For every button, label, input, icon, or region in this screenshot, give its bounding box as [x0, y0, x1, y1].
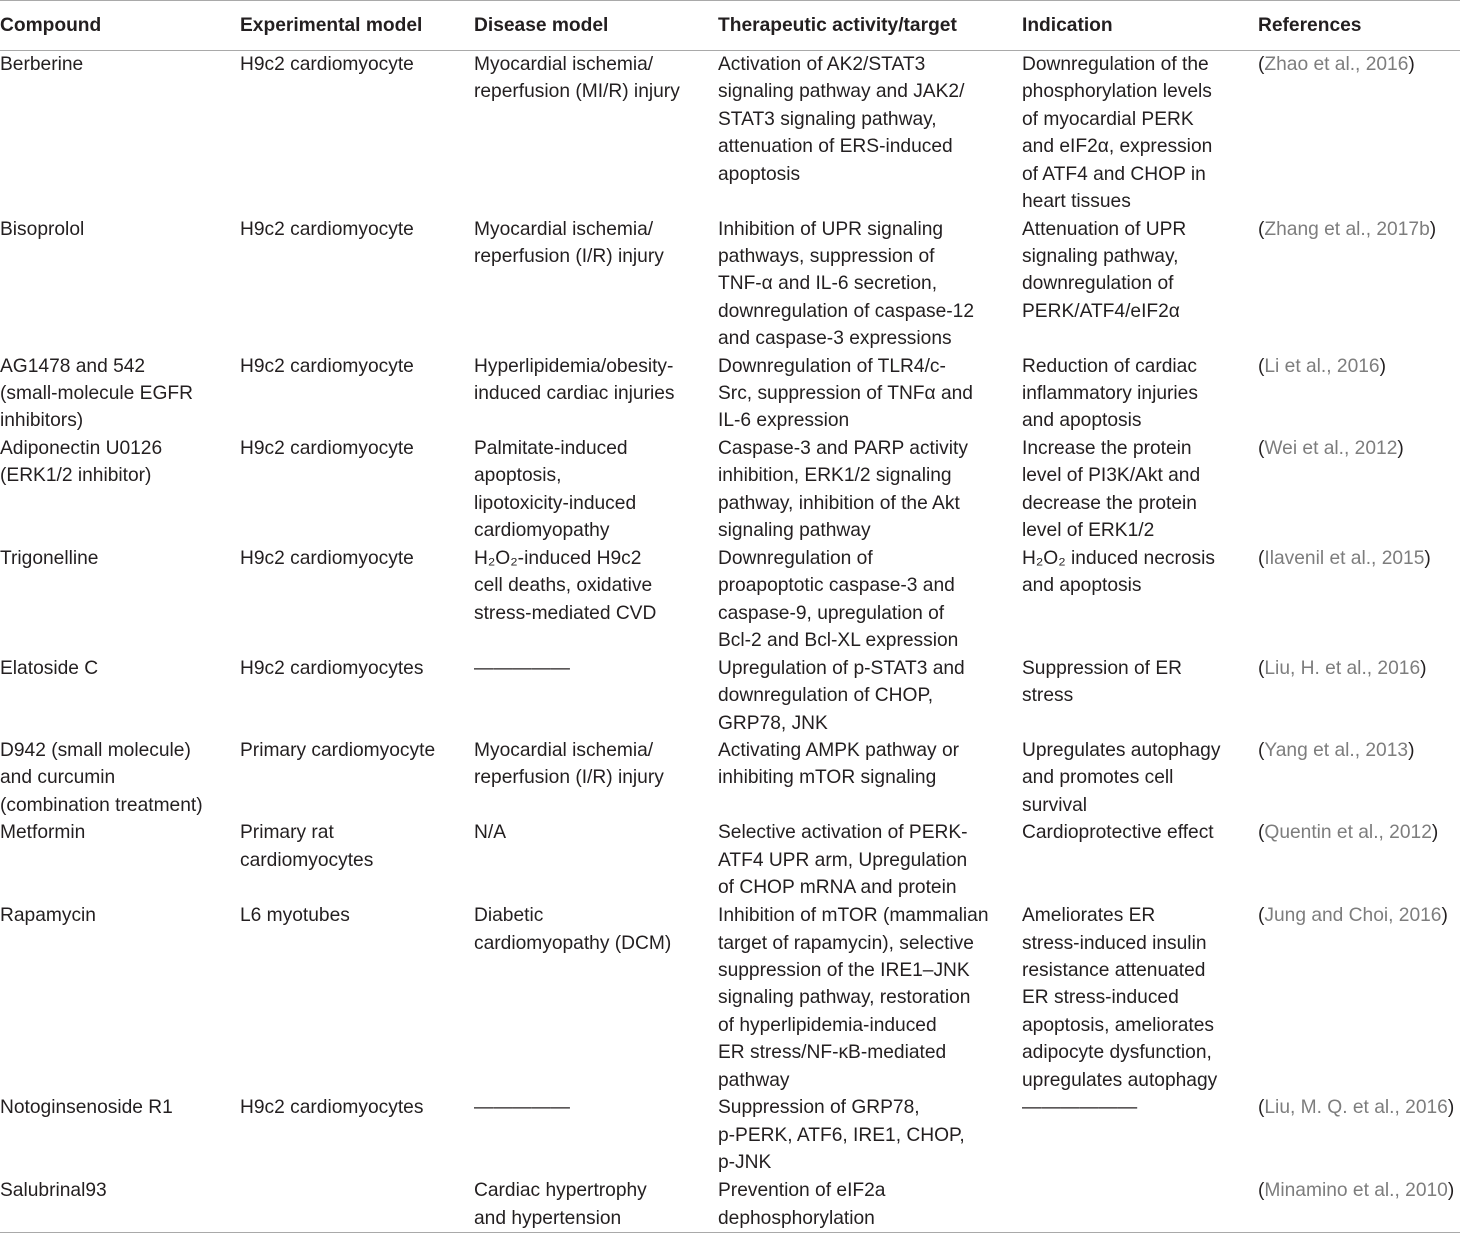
cell-indication: —————— — [1022, 1097, 1138, 1119]
cell-therapeutic-activity: Caspase-3 and PARP activity inhibition, ERK1/2 signaling pathway, inhibition of the Akt signaling pathway — [718, 437, 968, 541]
cell-disease-model: Palmitate-induced apoptosis, lipotoxicity-induced cardiomyopathy — [474, 437, 637, 541]
cell-reference: (Minamino et al., 2010) — [1258, 1177, 1460, 1232]
table-row — [0, 435, 1460, 545]
cell-reference: (Zhao et al., 2016) — [1258, 54, 1415, 75]
cell-disease-model: ————— — [474, 1097, 570, 1119]
cell-experimental-model: H9c2 cardiomyocytes — [240, 657, 424, 679]
table-row — [0, 1094, 1460, 1177]
reference-link[interactable]: Zhao et al., 2016 — [1264, 54, 1409, 75]
table-row — [0, 737, 1460, 819]
cell-disease-model: Cardiac hypertrophy and hypertension — [474, 1177, 718, 1232]
cell-compound: Berberine — [0, 54, 84, 75]
cell-indication: Upregulates autophagy and promotes cell survival — [1022, 739, 1221, 816]
cell-compound: Elatoside C — [0, 657, 99, 679]
header-disease-model: Disease model — [474, 1, 718, 51]
cell-compound: Trigonelline — [0, 547, 99, 569]
header-row — [0, 1, 1460, 51]
cell-therapeutic-activity: Prevention of eIF2a dephosphorylation — [718, 1177, 1022, 1232]
cell-experimental-model: L6 myotubes — [240, 905, 350, 927]
reference-link[interactable]: Li et al., 2016 — [1264, 355, 1380, 377]
reference-link[interactable]: Ilavenil et al., 2015 — [1264, 547, 1425, 569]
cell-experimental-model: Primary rat cardiomyocytes — [240, 822, 374, 871]
cell-reference: (Li et al., 2016) — [1258, 355, 1386, 377]
header-experimental-model: Experimental model — [240, 1, 474, 51]
header-therapeutic-activity: Therapeutic activity/target — [718, 1, 1022, 51]
reference-link[interactable]: Minamino et al., 2010 — [1264, 1180, 1448, 1202]
table-row — [0, 655, 1460, 737]
cell-reference: (Jung and Choi, 2016) — [1258, 905, 1448, 927]
header-compound: Compound — [0, 1, 240, 51]
cell-reference: (Zhang et al., 2017b) — [1258, 218, 1437, 240]
cell-compound: Rapamycin — [0, 905, 96, 927]
cell-experimental-model: H9c2 cardiomyocyte — [240, 437, 414, 459]
cell-experimental-model: H9c2 cardiomyocyte — [240, 355, 414, 377]
cell-compound: Bisoprolol — [0, 218, 85, 240]
table-row — [0, 51, 1460, 216]
cell-reference: (Ilavenil et al., 2015) — [1258, 547, 1431, 569]
cell-disease-model: Hyperlipidemia/obesity- induced cardiac injuries — [474, 355, 675, 404]
cell-compound: Notoginsenoside R1 — [0, 1097, 173, 1119]
cell-experimental-model: H9c2 cardiomyocyte — [240, 54, 414, 75]
cell-reference: (Liu, H. et al., 2016) — [1258, 657, 1427, 679]
cell-disease-model: ————— — [474, 657, 570, 679]
reference-link[interactable]: Quentin et al., 2012 — [1264, 822, 1432, 844]
cell-experimental-model: H9c2 cardiomyocytes — [240, 1097, 424, 1119]
cell-compound: Salubrinal93 — [0, 1177, 240, 1232]
cell-therapeutic-activity: Downregulation of proapoptotic caspase-3 and caspase-9, upregulation of Bcl-2 and Bcl-XL expression — [718, 547, 959, 651]
reference-link[interactable]: Liu, H. et al., 2016 — [1264, 657, 1421, 679]
cell-reference: (Yang et al., 2013) — [1258, 739, 1415, 761]
cell-therapeutic-activity: Inhibition of UPR signaling pathways, suppression of TNF-α and IL-6 secretion, downregulation of caspase-12 and caspase-3 expressions — [718, 218, 975, 350]
reference-link[interactable]: Wei et al., 2012 — [1264, 437, 1398, 459]
reference-link[interactable]: Liu, M. Q. et al., 2016 — [1264, 1097, 1448, 1119]
cell-disease-model: Diabetic cardiomyopathy (DCM) — [474, 905, 672, 954]
cell-indication: Attenuation of UPR signaling pathway, downregulation of PERK/ATF4/eIF2α — [1022, 218, 1187, 322]
cell-disease-model: N/A — [474, 822, 506, 844]
cell-therapeutic-activity: Suppression of GRP78, p-PERK, ATF6, IRE1, CHOP, p-JNK — [718, 1097, 965, 1173]
cell-disease-model: Myocardial ischemia/ reperfusion (MI/R) injury — [474, 54, 680, 103]
cell-indication — [1022, 1177, 1258, 1232]
cell-indication: Downregulation of the phosphorylation levels of myocardial PERK and eIF2α, expression of ATF4 and CHOP in heart tissues — [1022, 54, 1213, 213]
cell-compound: D942 (small molecule) and curcumin (combination treatment) — [0, 739, 203, 816]
cell-therapeutic-activity: Activation of AK2/STAT3 signaling pathway and JAK2/ STAT3 signaling pathway, attenuation of ERS-induced apoptosis — [718, 54, 965, 185]
cell-reference: (Quentin et al., 2012) — [1258, 822, 1439, 844]
cell-indication: Increase the protein level of PI3K/Akt and decrease the protein level of ERK1/2 — [1022, 437, 1201, 541]
table-row — [0, 1177, 1460, 1232]
cell-indication: Suppression of ER stress — [1022, 657, 1182, 707]
cell-therapeutic-activity: Activating AMPK pathway or inhibiting mTOR signaling — [718, 739, 960, 789]
cell-disease-model: Myocardial ischemia/ reperfusion (I/R) injury — [474, 739, 664, 789]
cell-experimental-model — [240, 1177, 474, 1232]
cell-therapeutic-activity: Downregulation of TLR4/c- Src, suppression of TNFα and IL-6 expression — [718, 355, 973, 432]
cell-reference: (Liu, M. Q. et al., 2016) — [1258, 1097, 1455, 1119]
cell-indication: Ameliorates ER stress-induced insulin resistance attenuated ER stress-induced apoptosis, ameliorates adipocyte dysfunction, upregulates autophagy — [1022, 905, 1218, 1091]
cell-therapeutic-activity: Selective activation of PERK- ATF4 UPR arm, Upregulation of CHOP mRNA and protein — [718, 822, 968, 898]
cell-compound: Metformin — [0, 822, 86, 844]
cell-indication: H₂O₂ induced necrosis and apoptosis — [1022, 547, 1215, 597]
table-row — [0, 353, 1460, 435]
reference-link[interactable]: Yang et al., 2013 — [1264, 739, 1409, 761]
cell-experimental-model: H9c2 cardiomyocyte — [240, 547, 414, 569]
cell-disease-model: Myocardial ischemia/ reperfusion (I/R) injury — [474, 218, 664, 267]
header-references: References — [1258, 1, 1460, 51]
table-row — [0, 902, 1460, 1094]
cell-compound: Adiponectin U0126 (ERK1/2 inhibitor) — [0, 437, 163, 487]
cell-therapeutic-activity: Inhibition of mTOR (mammalian target of rapamycin), selective suppression of the IRE1–JNK signaling pathway, restoration of hyperlipidemia-induced ER stress/NF-κB-mediated pathway — [718, 905, 989, 1091]
cell-experimental-model: H9c2 cardiomyocyte — [240, 218, 414, 240]
cell-compound: AG1478 and 542 (small-molecule EGFR inhibitors) — [0, 355, 193, 432]
table-body — [0, 51, 1460, 1233]
cell-disease-model: H₂O₂-induced H9c2 cell deaths, oxidative stress-mediated CVD — [474, 547, 657, 624]
cell-therapeutic-activity: Upregulation of p-STAT3 and downregulation of CHOP, GRP78, JNK — [718, 657, 965, 734]
header-indication: Indication — [1022, 1, 1258, 51]
table-row — [0, 545, 1460, 655]
reference-link[interactable]: Jung and Choi, 2016 — [1264, 905, 1442, 927]
cell-indication: Cardioprotective effect — [1022, 822, 1214, 844]
table-row — [0, 819, 1460, 902]
cell-experimental-model: Primary cardiomyocyte — [240, 739, 436, 761]
reference-link[interactable]: Zhang et al., 2017b — [1264, 218, 1430, 240]
table-row — [0, 216, 1460, 353]
cell-reference: (Wei et al., 2012) — [1258, 437, 1404, 459]
cell-indication: Reduction of cardiac inflammatory injuries and apoptosis — [1022, 355, 1198, 432]
